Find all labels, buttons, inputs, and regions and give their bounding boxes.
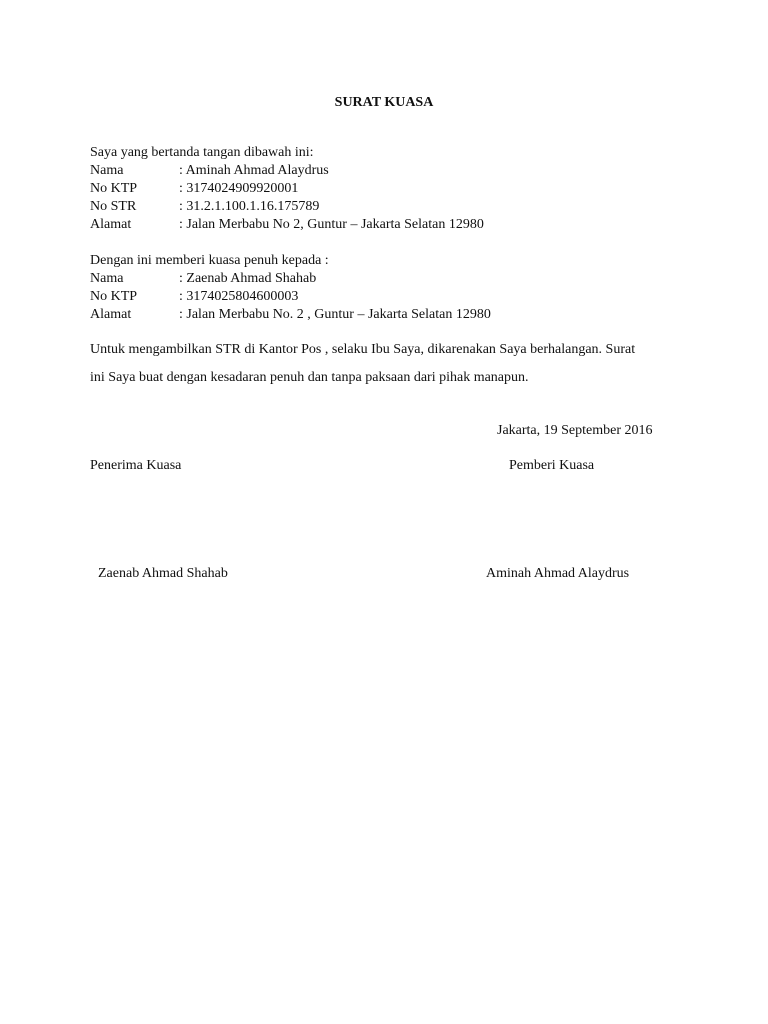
grantee-ktp-row bbox=[90, 288, 298, 306]
grantor-signature-name: Aminah Ahmad Alaydrus bbox=[486, 566, 630, 581]
grantee-name-row bbox=[90, 270, 316, 288]
field-value: : 3174025804600003 bbox=[179, 289, 299, 304]
field-value: : Jalan Merbabu No 2, Guntur – Jakarta Selatan 12980 bbox=[179, 217, 484, 232]
field-value: : Zaenab Ahmad Shahab bbox=[179, 271, 317, 286]
grantor-name-row bbox=[90, 162, 329, 180]
recipient-role: Penerima Kuasa bbox=[90, 458, 182, 473]
field-label: No KTP bbox=[90, 289, 138, 304]
body-paragraph-line-1: Untuk mengambilkan STR di Kantor Pos , selaku Ibu Saya, dikarenakan Saya berhalangan. Surat bbox=[90, 342, 636, 357]
field-value: : 31.2.1.100.1.16.175789 bbox=[179, 199, 320, 214]
grantor-intro: Saya yang bertanda tangan dibawah ini: bbox=[90, 145, 314, 160]
field-label: No STR bbox=[90, 199, 137, 214]
field-label: Nama bbox=[90, 271, 124, 286]
field-value: : 3174024909920001 bbox=[179, 181, 299, 196]
grantor-address-row bbox=[90, 216, 484, 234]
field-label: Nama bbox=[90, 163, 124, 178]
field-label: Alamat bbox=[90, 307, 132, 322]
field-label: Alamat bbox=[90, 217, 132, 232]
grantor-str-row bbox=[90, 198, 319, 216]
place-date: Jakarta, 19 September 2016 bbox=[497, 423, 653, 438]
body-paragraph-line-2: ini Saya buat dengan kesadaran penuh dan tanpa paksaan dari pihak manapun. bbox=[90, 370, 529, 385]
grantor-ktp-row bbox=[90, 180, 298, 198]
field-value: : Jalan Merbabu No. 2 , Guntur – Jakarta Selatan 12980 bbox=[179, 307, 491, 322]
field-label: No KTP bbox=[90, 181, 138, 196]
recipient-signature-name: Zaenab Ahmad Shahab bbox=[98, 566, 228, 581]
field-value: : Aminah Ahmad Alaydrus bbox=[179, 163, 329, 178]
letter-title: SURAT KUASA bbox=[334, 95, 434, 110]
grantor-role: Pemberi Kuasa bbox=[509, 458, 595, 473]
grantee-address-row bbox=[90, 306, 491, 324]
grantee-intro: Dengan ini memberi kuasa penuh kepada : bbox=[90, 253, 329, 268]
